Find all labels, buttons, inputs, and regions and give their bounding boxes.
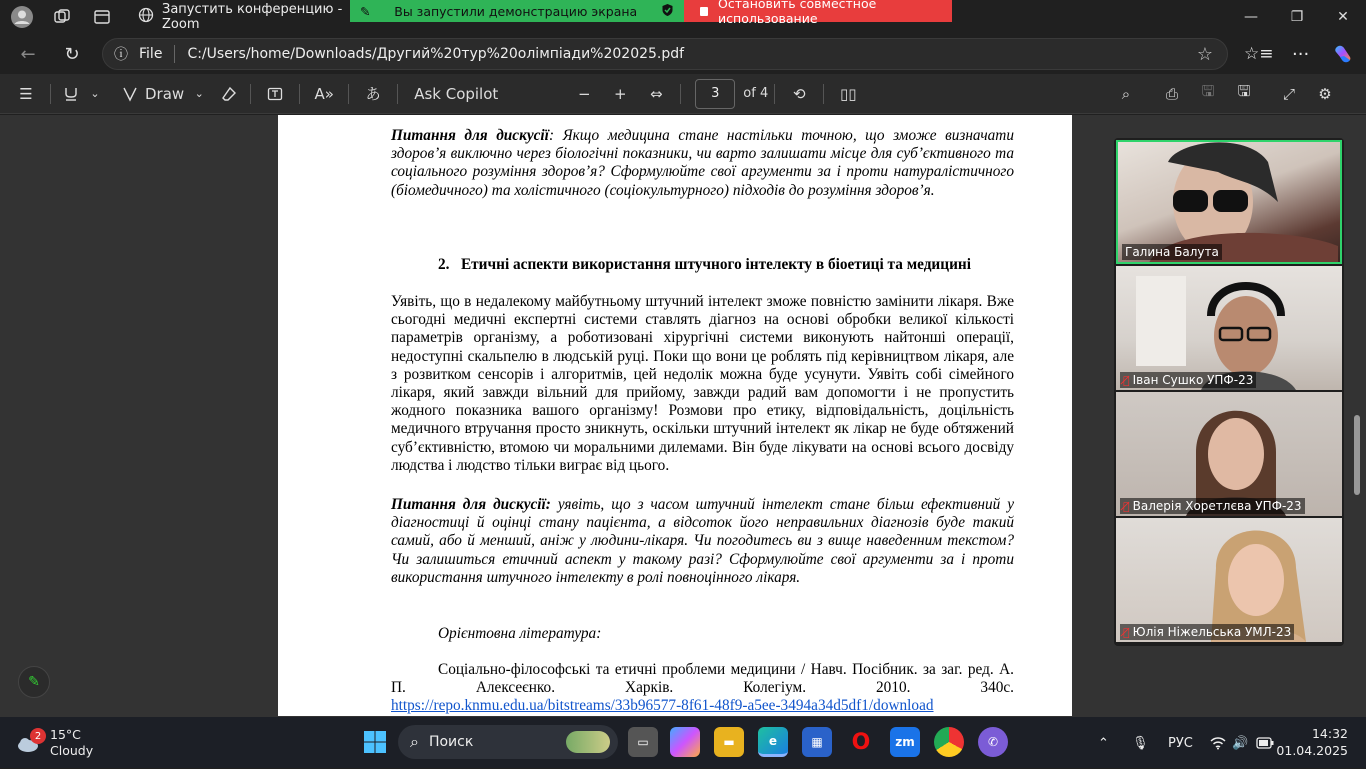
windows-taskbar	[0, 716, 1366, 768]
discussion-1-label: Питання для дискусії	[391, 127, 549, 144]
draw-label[interactable]: Draw	[145, 84, 185, 103]
discussion-2-label: Питання для дискусії:	[391, 496, 551, 513]
scrollbar-thumb[interactable]	[1354, 415, 1360, 495]
draw-chevron-icon[interactable]: ⌄	[194, 87, 204, 100]
viber-icon[interactable]: ✆	[978, 727, 1008, 757]
search-label: Поиск	[428, 734, 474, 750]
zoom-in-icon[interactable]: +	[614, 84, 627, 103]
zoom-app-icon[interactable]: zm	[890, 727, 920, 757]
window-controls	[1228, 0, 1366, 34]
toolbar-divider	[823, 84, 824, 104]
toolbar-divider	[299, 84, 300, 104]
video-tile[interactable]	[1116, 518, 1342, 642]
weather-badge: 2	[30, 728, 46, 744]
start-windows-icon[interactable]	[360, 727, 390, 757]
stop-square-icon	[700, 7, 708, 16]
copilot-icon[interactable]	[1332, 34, 1354, 74]
literature-link[interactable]: https://repo.knmu.edu.ua/bitstreams/33b96577-8f61-48f9-a5ee-3494a34d5df1/download	[391, 697, 934, 714]
url-text[interactable]: C:/Users/home/Downloads/Другий%20тур%20олімпіади%202025.pdf	[187, 46, 685, 62]
cloud-icon	[16, 732, 42, 754]
stop-share-label: Остановить совместное использование	[718, 0, 877, 26]
more-menu-icon[interactable]: ···	[1292, 43, 1310, 65]
translate-icon[interactable]: あ	[365, 85, 381, 103]
favorite-star-icon[interactable]: ☆	[1196, 43, 1213, 65]
tab-title: Запустить конференцию - Zoom	[162, 2, 343, 32]
text-box-icon[interactable]	[257, 74, 293, 114]
zoom-out-icon[interactable]: −	[578, 84, 591, 103]
toolbar-divider	[680, 84, 681, 104]
print-icon[interactable]: ⎙	[1165, 84, 1178, 103]
weather-description: Cloudy	[50, 743, 94, 758]
taskbar-search[interactable]	[398, 725, 618, 759]
save-as-icon[interactable]: 🖫	[1237, 82, 1251, 100]
discussion-question-2	[391, 496, 1014, 587]
section-heading	[438, 256, 1038, 274]
temperature: 15°C	[50, 727, 81, 742]
fullscreen-icon[interactable]: ⤢	[1282, 84, 1295, 103]
share-status-text: Вы запустили демонстрацию экрана	[394, 3, 638, 19]
file-label: File	[139, 46, 163, 62]
ask-copilot-button[interactable]: Ask Copilot	[414, 84, 499, 103]
wifi-icon[interactable]	[1210, 717, 1226, 769]
toolbar-divider	[250, 84, 251, 104]
minimize-icon[interactable]: —	[1244, 9, 1258, 25]
pen-icon: ✎	[360, 3, 371, 19]
toolbar-divider	[774, 84, 775, 104]
language-indicator[interactable]: РУС	[1168, 735, 1193, 751]
participant-name: 🎙̸ Юлія Ніжельська УМЛ-23	[1120, 624, 1294, 640]
clock-date: 01.04.2025	[1276, 743, 1348, 758]
highlight-chevron-icon[interactable]: ⌄	[90, 87, 100, 100]
weather-widget[interactable]	[16, 727, 93, 759]
section-number: 2.	[438, 256, 450, 273]
discussion-question-1	[391, 127, 1014, 200]
address-divider	[174, 45, 175, 63]
active-tab[interactable]	[128, 2, 348, 32]
eraser-icon[interactable]	[214, 74, 244, 114]
discussion-2-text: уявіть, що з часом штучний інтелект стане більш ефективний у діагностиці й оцінці стану пацієнта, а відсоток його неправильних діагнозів буде такий самий, або й менший, аніж у людини-лікаря. Чи погодитесь ви з вище наведенним текстом? Чи залишиться етичний аспект у такому разі? Сформулюйте свої аргументи за і проти використання штучного інтелекту в ролі повноцінного лікаря.	[391, 496, 1014, 586]
workspaces-icon[interactable]	[48, 3, 76, 31]
video-tile[interactable]	[1116, 266, 1342, 390]
page-view-icon[interactable]: ▯▯	[839, 84, 857, 103]
share-status-bar	[350, 0, 684, 22]
battery-icon[interactable]	[1256, 717, 1274, 769]
page-number-input[interactable]: 3	[695, 79, 735, 109]
section-title: Етичні аспекти використання штучного інтелекту в біоетиці та медицині	[460, 256, 971, 273]
save-icon[interactable]: 🖫	[1201, 82, 1215, 100]
address-row	[0, 34, 1366, 74]
toolbar-divider	[348, 84, 349, 104]
edge-icon[interactable]: e	[758, 727, 788, 757]
toolbar-divider	[397, 84, 398, 104]
discussion-1-text: : Якщо медицина стане настільки точною, що зможе визначати здоров’я виключно через біологічні показники, чи варто залишати місце для суб’єктивного та соціального розуміння здоров’я? Сформулюйте свої аргументи за і проти натуралістичного (біомедичного) та холістичного (соціокультурного) підходів до розуміння здоров’я.	[391, 127, 1014, 199]
copilot-app-icon[interactable]	[670, 727, 700, 757]
body-paragraph: Уявіть, що в недалекому майбутньому штучний інтелект зможе повністю замінити лікаря. Вже сьогодні медичні експертні системи ставлять діагноз на основі обробки великої кількості параметрів організму, а роботизовані хірургічні системи виконують найтонші операції, недоступні скальпелю в людській руці. Поки що вони це роблять під керівництвом лікаря, але з розвитком сенсорів і алгоритмів, цей недолік можна буде усунути. Уявіть собі сімейного лікаря, який завжди вільний для прийому, завжди радий вам допомогти і не пропустить жодного показника вашого організму! Розмови про етику, відповідальність, доцільність медичного втручання просто зникнуть, оскільки штучний інтелект як лікар не буде обтяжений суб’єктивністю, втомою чи моральними дилемами. Він буде лікувати на основі всього досвіду людства і людство тільки виграє від цього.	[391, 293, 1014, 474]
clock-time: 14:32	[1311, 726, 1348, 741]
mic-muted-icon: 🎙̸	[1123, 625, 1130, 639]
stop-share-button[interactable]	[684, 0, 952, 26]
page-count: of 4	[743, 86, 769, 101]
screen-share-banner	[350, 0, 952, 26]
store-icon[interactable]: ▦	[802, 727, 832, 757]
participant-name: Галина Балута	[1122, 244, 1222, 260]
opera-icon[interactable]: O	[851, 729, 871, 755]
draw-icon[interactable]	[115, 74, 145, 114]
participant-name: 🎙̸ Валерія Хоретлєва УПФ-23	[1120, 498, 1305, 514]
microphone-icon[interactable]: 🎙	[1132, 735, 1149, 751]
file-explorer-icon[interactable]: ▬	[714, 727, 744, 757]
close-icon[interactable]: ✕	[1337, 9, 1349, 25]
pdf-toolbar	[0, 74, 1366, 114]
restore-icon[interactable]: ❐	[1290, 9, 1304, 25]
show-hidden-icons[interactable]: ⌃	[1098, 735, 1109, 751]
video-tile[interactable]	[1116, 140, 1342, 264]
mic-muted-icon: 🎙̸	[1123, 373, 1130, 387]
favorites-icon[interactable]: ☆≡	[1244, 44, 1274, 64]
mic-muted-icon: 🎙̸	[1123, 499, 1130, 513]
settings-gear-icon[interactable]: ⚙	[1318, 84, 1332, 103]
pdf-page	[278, 115, 1072, 716]
rotate-icon[interactable]: ⟲	[792, 84, 806, 103]
contents-icon[interactable]: ☰	[19, 84, 33, 103]
refresh-icon[interactable]: ↻	[64, 43, 80, 65]
back-icon[interactable]: ←	[20, 43, 36, 65]
profile-avatar-icon[interactable]	[8, 3, 36, 31]
edit-pen-icon[interactable]: ✎	[18, 666, 50, 698]
chrome-icon[interactable]	[934, 727, 964, 757]
vertical-scrollbar[interactable]	[1354, 135, 1360, 725]
literature-item: Соціально-філософські та етичні проблеми медицини / Навч. Посібник. за заг. ред. А. П. Алексеєнко. Харків. Колегіум. 2010. 340с.	[391, 661, 1014, 697]
video-tile[interactable]	[1116, 392, 1342, 516]
tab-actions-icon[interactable]	[88, 3, 116, 31]
participant-name: 🎙̸ Іван Сушко УПФ-23	[1120, 372, 1256, 388]
clock[interactable]	[1276, 725, 1348, 759]
task-view-icon[interactable]: ▭	[628, 727, 658, 757]
read-aloud-icon[interactable]: A»	[314, 84, 334, 103]
fit-page-icon[interactable]: ⇔	[650, 84, 663, 103]
info-icon[interactable]: ⓘ	[114, 47, 128, 63]
browser-titlebar	[0, 0, 1366, 34]
globe-icon	[138, 7, 154, 27]
search-highlight-icon	[566, 731, 610, 753]
literature-heading: Орієнтовна література:	[438, 625, 602, 642]
zoom-participants-panel	[1114, 138, 1344, 646]
search-icon[interactable]: ⌕	[1121, 84, 1131, 103]
highlight-icon[interactable]	[57, 74, 85, 114]
search-magnifier-icon: ⌕	[410, 732, 419, 751]
shield-check-icon	[661, 3, 674, 20]
volume-icon[interactable]: 🔊	[1232, 735, 1249, 751]
address-bar[interactable]	[102, 38, 1228, 70]
toolbar-divider	[50, 84, 51, 104]
